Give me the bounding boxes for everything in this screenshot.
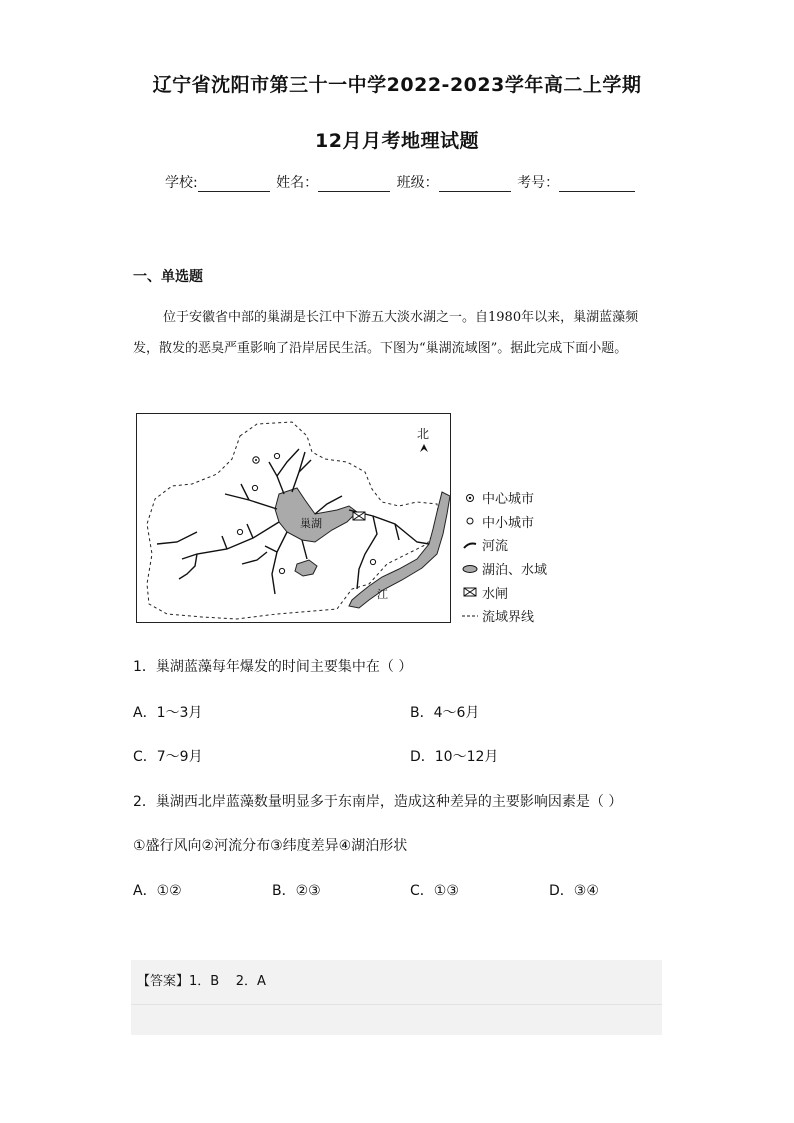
lake-label: 巢湖: [300, 517, 322, 530]
sluice-icon: [461, 586, 479, 598]
class-label: 班级：: [396, 175, 439, 191]
river-label: 江: [377, 588, 388, 601]
small-lake: [295, 560, 317, 576]
exam-number-blank[interactable]: [559, 177, 635, 192]
map-legend: [461, 486, 547, 628]
small-city-marker: [252, 485, 257, 490]
answer-divider: [131, 1004, 662, 1005]
question-2-option-c[interactable]: C．①③: [410, 883, 459, 899]
question-2-option-b[interactable]: B．②③: [272, 883, 321, 899]
exam-number-label: 考号：: [517, 175, 560, 191]
exam-title-line-2: 12月月考地理试题: [315, 130, 479, 152]
legend-boundary: [461, 604, 547, 628]
answer-text: 【答案】1．B 2．A: [137, 974, 266, 989]
small-city-marker: [237, 529, 242, 534]
river-icon: [461, 539, 479, 551]
question-2-option-d[interactable]: D．③④: [549, 883, 599, 899]
legend-label: 水闸: [482, 586, 509, 602]
legend-lake: [461, 557, 547, 581]
legend-center-city: [461, 486, 547, 510]
legend-label: 湖泊、水域: [482, 563, 548, 579]
question-1-option-a[interactable]: A．1～3月: [133, 705, 203, 721]
class-blank[interactable]: [439, 177, 511, 192]
map-drawing: [137, 414, 450, 622]
chaohu-lake: [275, 488, 357, 542]
legend-river: [461, 533, 547, 557]
center-city-icon: [461, 492, 479, 504]
question-1-option-d[interactable]: D．10～12月: [410, 749, 499, 765]
student-info-row: [165, 172, 637, 192]
chaohu-basin-map: [136, 413, 451, 623]
question-1-stem: 1．巢湖蓝藻每年爆发的时间主要集中在（ ）: [133, 659, 413, 675]
small-city-marker: [279, 568, 284, 573]
legend-label: 中小城市: [482, 515, 535, 531]
question-2-stem: 2．巢湖西北岸蓝藻数量明显多于东南岸，造成这种差异的主要影响因素是（ ）: [133, 794, 623, 810]
center-city-dot: [255, 459, 257, 461]
legend-sluice: [461, 580, 547, 604]
section-heading: 一、单选题: [133, 269, 203, 285]
sluice-marker: [353, 512, 365, 520]
legend-label: 中心城市: [482, 492, 535, 508]
boundary-icon: [461, 610, 479, 622]
small-city-marker: [274, 453, 279, 458]
legend-small-city: [461, 510, 547, 534]
name-label: 姓名：: [276, 175, 319, 191]
question-1-option-c[interactable]: C．7～9月: [133, 749, 203, 765]
legend-label: 流域界线: [482, 610, 535, 626]
name-blank[interactable]: [318, 177, 390, 192]
question-2-option-a[interactable]: A．①②: [133, 883, 182, 899]
school-label: 学校:: [165, 175, 198, 191]
yangtze-river: [349, 492, 450, 608]
answer-box: [131, 960, 662, 1035]
question-2-factors: ①盛行风向②河流分布③纬度差异④湖泊形状: [133, 838, 408, 854]
north-label: 北: [417, 427, 430, 441]
question-1-option-b[interactable]: B．4～6月: [410, 705, 480, 721]
lake-icon: [461, 563, 479, 575]
small-city-marker: [370, 559, 375, 564]
exam-title-line-1: 辽宁省沈阳市第三十一中学2022-2023学年高二上学期: [152, 74, 642, 96]
reading-passage: 位于安徽省中部的巢湖是长江中下游五大淡水湖之一。自1980年以来，巢湖蓝藻频发，散发的恶臭严重影响了沿岸居民生活。下图为“巢湖流域图”。据此完成下面小题。: [133, 310, 639, 356]
small-city-icon: [461, 515, 479, 527]
legend-label: 河流: [482, 539, 509, 555]
north-arrow-icon: [420, 444, 428, 452]
school-blank[interactable]: [198, 177, 270, 192]
